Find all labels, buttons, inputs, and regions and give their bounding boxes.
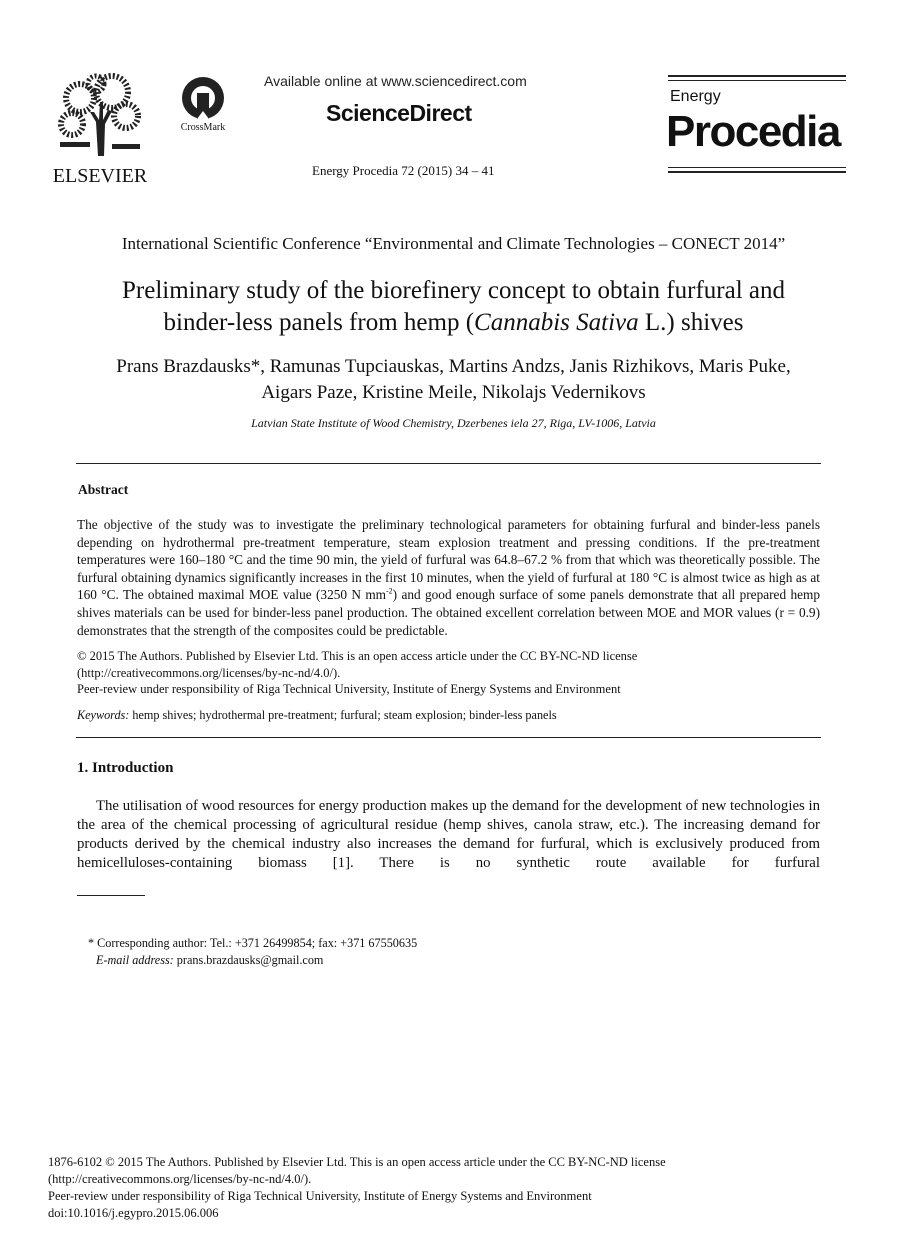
elsevier-logo [50, 72, 150, 187]
abstract-text-1: The objective of the study was to investigate the preliminary technological parameters for obtaining furfural and binder-less panels depending on hydrothermal pre-treatment temperature, steam explosion treatment and pressing conditions. If the pre-treatment temperatures were 160–180 °C and the time 90 min, the yield of furfural was 64.8–67.2 % from that which was theoretically possible. The furfural obtaining dynamics significantly increases in the first 10 minutes, when the yield of furfural at 180 °C is almost twice as high as at 160 °C. The obtained maximal MOE value (3250 N mm [77, 517, 820, 603]
keywords-list: hemp shives; hydrothermal pre-treatment; furfural; steam explosion; binder-less panels [129, 708, 557, 722]
sciencedirect-wordmark: ScienceDirect [326, 100, 472, 126]
section-heading-introduction: 1. Introduction [77, 760, 174, 776]
footnote [88, 935, 417, 969]
citation-line: Energy Procedia 72 (2015) 34 – 41 [312, 163, 495, 178]
copyright-line: © 2015 The Authors. Published by Elsevier Ltd. This is an open access article under the CC BY-NC-ND license [77, 649, 638, 663]
email-line [88, 952, 417, 969]
introduction-text: The utilisation of wood resources for energy production makes up the demand for the development of new technologies in the area of the chemical processing of agricultural residue (hemp shives, canola straw, etc.). The increasing demand for products derived by the chemical industry also increases the demand for furfural, which is exclusively produced from hemicelluloses-containing biomass [1]. There is no synthetic route available for furfural [77, 798, 820, 871]
keywords [77, 708, 557, 723]
email-link[interactable]: prans.brazdausks@gmail.com [173, 953, 324, 967]
abstract-heading: Abstract [78, 482, 129, 497]
email-label: E-mail address: [96, 953, 174, 967]
abstract-body [77, 516, 820, 639]
author-list [0, 354, 907, 406]
keywords-label: Keywords: [77, 708, 130, 722]
title-line-2 [0, 307, 907, 339]
footer-issn-line: 1876-6102 © 2015 The Authors. Published by Elsevier Ltd. This is an open access article under the CC BY-NC-ND license [48, 1155, 666, 1169]
abstract-text-2: ) and good enough surface of some panels demonstrate that all prepared hemp shives materials can be used for binder-less panel production. The obtained excellent correlation between MOE and MOR values (r = 0.9) demonstrates that the strength of the composites could be predictable. [77, 587, 820, 638]
abstract-superscript: -2 [386, 586, 393, 596]
elsevier-wordmark: ELSEVIER [52, 165, 148, 187]
divider-bottom [76, 737, 821, 738]
title-line-1: Preliminary study of the biorefinery concept to obtain furfural and [122, 277, 785, 304]
footnote-rule [77, 895, 145, 896]
logo-bottom-rule [668, 167, 846, 168]
crossmark-icon [180, 75, 226, 121]
journal-small-name: Energy [670, 88, 721, 105]
logo-bottom-rule-thick [668, 171, 846, 173]
conference-name: International Scientific Conference “Environmental and Climate Technologies – CONECT 2014” [121, 234, 786, 253]
title-species: Cannabis Sativa [474, 309, 639, 336]
page-footer [48, 1154, 868, 1222]
affiliation: Latvian State Institute of Wood Chemistry, Dzerbenes iela 27, Riga, LV-1006, Latvia [251, 416, 656, 430]
license-link[interactable]: (http://creativecommons.org/licenses/by-nc-nd/4.0/). [77, 665, 341, 680]
crossmark-badge[interactable] [175, 75, 231, 133]
footer-license-link[interactable]: (http://creativecommons.org/licenses/by-nc-nd/4.0/). [48, 1172, 312, 1186]
available-online: Available online at www.sciencedirect.com [264, 73, 527, 89]
article-title [0, 275, 907, 339]
corresponding-author: * Corresponding author: Tel.: +371 26499854; fax: +371 67550635 [88, 936, 418, 950]
energy-procedia-logo [668, 73, 846, 177]
title-text-post: L.) shives [638, 309, 744, 336]
license-block [77, 648, 822, 698]
journal-large-name: Procedia [666, 107, 840, 156]
logo-top-rule [668, 75, 846, 77]
footer-peer-review: Peer-review under responsibility of Riga Technical University, Institute of Energy Systems and Environment [48, 1189, 592, 1203]
peer-review-line: Peer-review under responsibility of Riga Technical University, Institute of Energy Systems and Environment [77, 682, 621, 697]
authors-line-2: Aigars Paze, Kristine Meile, Nikolajs Vedernikovs [261, 382, 646, 403]
logo-top-rule-thin [668, 80, 846, 81]
crossmark-label: CrossMark [180, 122, 226, 133]
introduction-paragraph [77, 797, 820, 873]
authors-line-1: Prans Brazdausks*, Ramunas Tupciauskas, Martins Andzs, Janis Rizhikovs, Maris Puke, [116, 356, 791, 377]
title-text-pre: binder-less panels from hemp ( [163, 309, 475, 336]
footer-doi[interactable]: doi:10.1016/j.egypro.2015.06.006 [48, 1206, 219, 1220]
elsevier-tree-icon [50, 72, 150, 158]
divider-top [76, 463, 821, 464]
